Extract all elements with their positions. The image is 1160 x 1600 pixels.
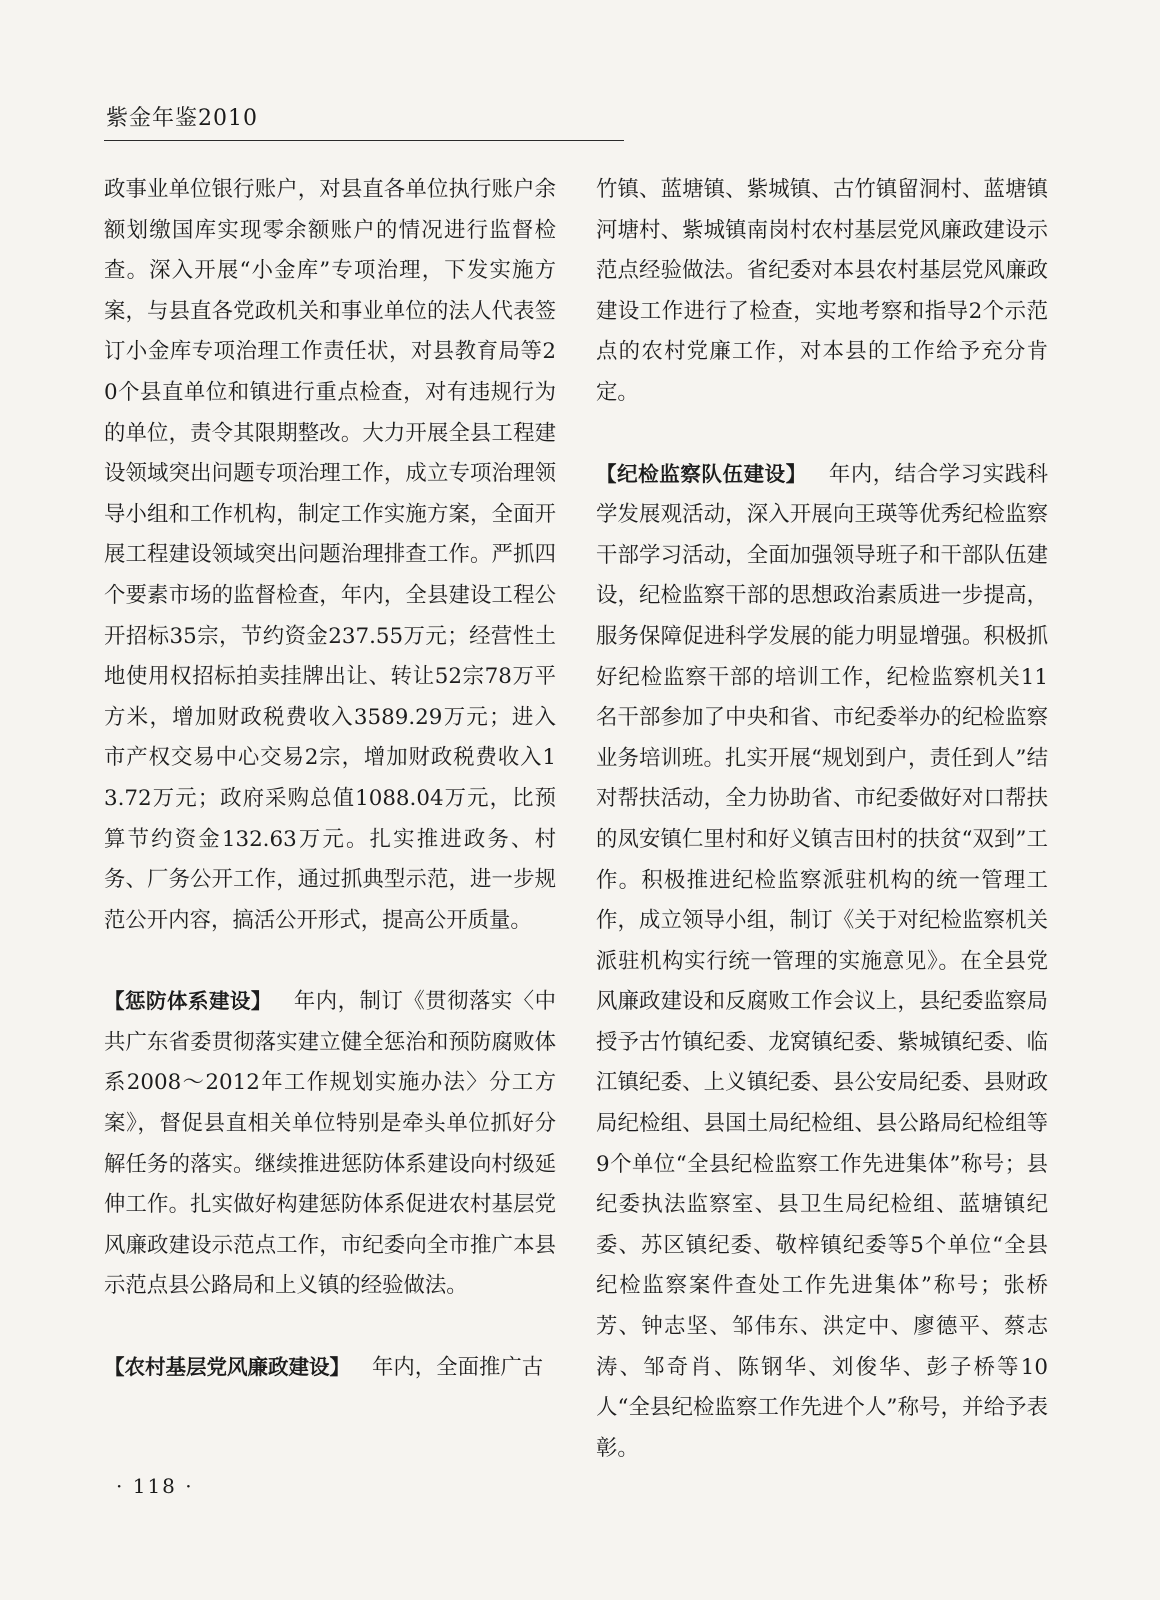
section-body-team-building: 年内，结合学习实践科学发展观活动，深入开展向王瑛等优秀纪检监察干部学习活动，全面加强领导班子和干部队伍建设，纪检监察干部的思想政治素质进一步提高，服务保障促进科学发展的能力明显增强。积极抓好纪检监察干部的培训工作，纪检监察机关11名干部参加了中央和省、市纪委举办的纪检监察业务培训班。扎实开展“规划到户，责任到人”结对帮扶活动，全力协助省、市纪委做好对口帮扶的凤安镇仁里村和好义镇吉田村的扶贫“双到”工作。积极推进纪检监察派驻机构的统一管理工作，成立领导小组，制订《关于对纪检监察机关派驻机构实行统一管理的实施意见》。在全县党风廉政建设和反腐败工作会议上，县纪委监察局授予古竹镇纪委、龙窝镇纪委、紫城镇纪委、临江镇纪委、上义镇纪委、县公安局纪委、县财政局纪检组、县国土局纪检组、县公路局纪检组等9个单位“全县纪检监察工作先进集体”称号；县纪委执法监察室、县卫生局纪检组、蓝塘镇纪委、苏区镇纪委、敬梓镇纪委等5个单位“全县纪检监察案件查处工作先进集体”称号；张桥芳、钟志坚、邹伟东、洪定中、廖德平、蔡志涛、邹奇肖、陈钢华、刘俊华、彭子桥等10人“全县纪检监察工作先进个人”称号，并给予表彰。 bbox=[596, 461, 1048, 1461]
left-continuation-paragraph: 政事业单位银行账户，对县直各单位执行账户余额划缴国库实现零余额账户的情况进行监督检查。深入开展“小金库”专项治理，下发实施方案，与县直各党政机关和事业单位的法人代表签订小金库专项治理工作责任状，对县教育局等20个县直单位和镇进行重点检查，对有违规行为的单位，责令其限期整改。大力开展全县工程建设领域突出问题专项治理工作，成立专项治理领导小组和工作机构，制定工作实施方案，全面开展工程建设领域突出问题治理排查工作。严抓四个要素市场的监督检查，年内，全县建设工程公开招标35宗，节约资金237.55万元；经营性土地使用权招标拍卖挂牌出让、转让52宗78万平方米，增加财政税费收入3589.29万元；进入市产权交易中心交易2宗，增加财政税费收入13.72万元；政府采购总值1088.04万元，比预算节约资金132.63万元。扎实推进政务、村务、厂务公开工作，通过抓典型示范，进一步规范公开内容，搞活公开形式，提高公开质量。 bbox=[104, 177, 556, 933]
right-continuation-paragraph: 竹镇、蓝塘镇、紫城镇、古竹镇留洞村、蓝塘镇河塘村、紫城镇南岗村农村基层党风廉政建设示范点经验做法。省纪委对本县农村基层党风廉政建设工作进行了检查，实地考察和指导2个示范点的农村党廉工作，对本县的工作给予充分肯定。 bbox=[596, 177, 1048, 405]
header-rule bbox=[104, 140, 624, 141]
section-team-building bbox=[596, 454, 1048, 1470]
section-heading-team-building: 【纪检监察队伍建设】 bbox=[596, 461, 807, 486]
left-column bbox=[104, 170, 556, 1389]
section-body-punish-prevent: 年内，制订《贯彻落实〈中共广东省委贯彻落实建立健全惩治和预防腐败体系2008～2012年工作规划实施办法〉分工方案》，督促县直相关单位特别是牵头单位抓好分解任务的落实。继续推进惩防体系建设向村级延伸工作。扎实做好构建惩防体系促进农村基层党风廉政建设示范点工作，市纪委向全市推广本县示范点县公路局和上义镇的经验做法。 bbox=[104, 989, 556, 1299]
right-column bbox=[596, 170, 1048, 1469]
section-rural-party bbox=[104, 1347, 556, 1389]
page-number: · 118 · bbox=[116, 1474, 194, 1498]
section-body-rural-party: 年内，全面推广古 bbox=[372, 1355, 544, 1381]
section-heading-punish-prevent: 【惩防体系建设】 bbox=[104, 989, 272, 1014]
running-header: 紫金年鉴2010 bbox=[106, 106, 258, 131]
section-heading-rural-party: 【农村基层党风廉政建设】 bbox=[104, 1355, 350, 1380]
section-punish-prevent bbox=[104, 981, 556, 1307]
